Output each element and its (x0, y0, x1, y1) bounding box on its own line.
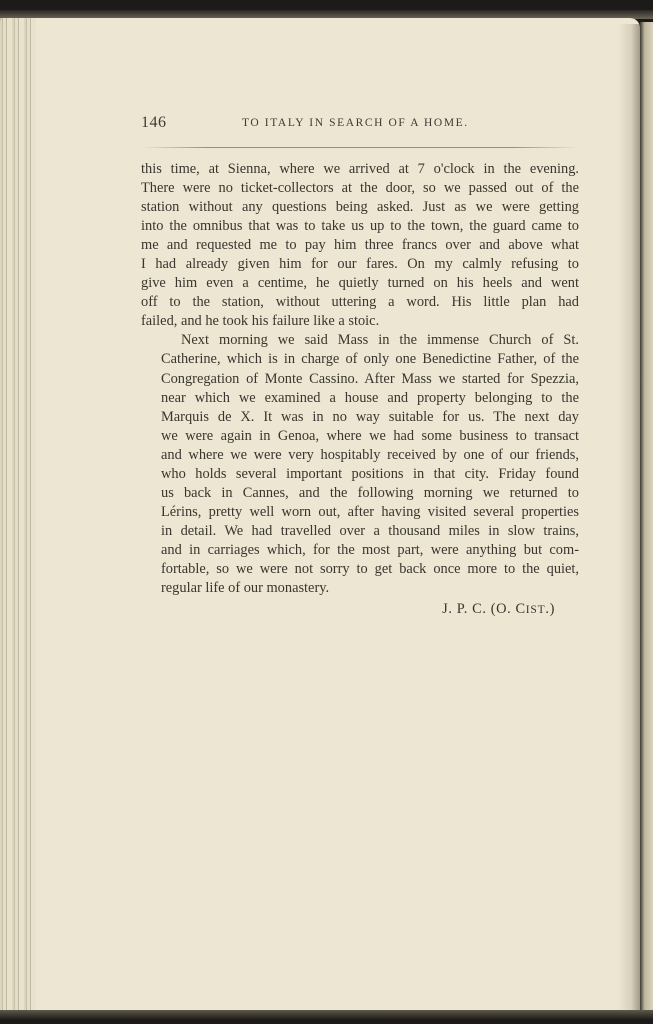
text-line: near which we examined a house and property belonging to the (161, 389, 579, 406)
page-number: 146 (141, 114, 167, 131)
page-stack-edge (0, 18, 36, 1012)
text-line: who holds several important positions in that city. Friday found (161, 465, 579, 482)
signature-end: .) (545, 601, 555, 618)
text-line: into the omnibus that was to take us up to the town, the guard came to (141, 218, 579, 235)
facing-page-edge (640, 22, 653, 1012)
text-line: us back in Cannes, and the following morning we returned to (161, 484, 579, 501)
running-title: TO ITALY IN SEARCH OF A HOME. (242, 117, 469, 129)
text-line: Catherine, which is in charge of only one Benedictine Father, of the (161, 351, 579, 368)
text-line: this time, at Sienna, where we arrived at 7 o'clock in the evening. (141, 161, 579, 177)
text-line: fortable, so we were not sorry to get back once more to the quiet, (161, 560, 579, 577)
text-line: give him even a centime, he quietly turned on his heels and went (141, 275, 579, 292)
text-line: Next morning we said Mass in the immense Church of St. (181, 332, 579, 349)
header-rule (141, 147, 579, 148)
signature (141, 600, 579, 620)
text-line: Marquis de X. It was in no way suitable for us. The next day (161, 408, 579, 425)
text-line: failed, and he took his failure like a stoic. (141, 313, 380, 330)
text-line: in detail. We had travelled over a thousand miles in slow trains, (161, 522, 579, 539)
paragraph-2 (141, 331, 579, 598)
text-line: Congregation of Monte Cassino. After Mass we started for Spezzia, (161, 370, 579, 387)
signature-small-caps: IST (525, 604, 546, 617)
text-line: I had already given him for our fares. On my calmly refusing to (141, 256, 579, 273)
paragraph-1 (141, 160, 579, 331)
text-line: and where we were very hospitably received by one of our friends, (161, 446, 579, 463)
text-line: There were no ticket-collectors at the door, so we passed out of the (141, 180, 579, 197)
page-bottom-shadow (0, 1010, 653, 1024)
text-line: off to the station, without uttering a word. His little plan had (141, 294, 579, 311)
binding-gutter (618, 24, 640, 1012)
text-line: we were again in Genoa, where we had some business to transact (161, 427, 579, 444)
text-line: station without any questions being asked. Just as we were getting (141, 199, 579, 216)
signature-initials: J. P. C. (O. C (442, 601, 526, 618)
running-head (141, 114, 581, 134)
text-line: Lérins, pretty well worn out, after having visited several properties (161, 503, 579, 520)
text-line: me and requested me to pay him three francs over and above what (141, 237, 579, 254)
text-line: regular life of our monastery. (161, 580, 330, 597)
body-text (141, 160, 579, 620)
text-line: and in carriages which, for the most part, were anything but com- (161, 541, 579, 558)
